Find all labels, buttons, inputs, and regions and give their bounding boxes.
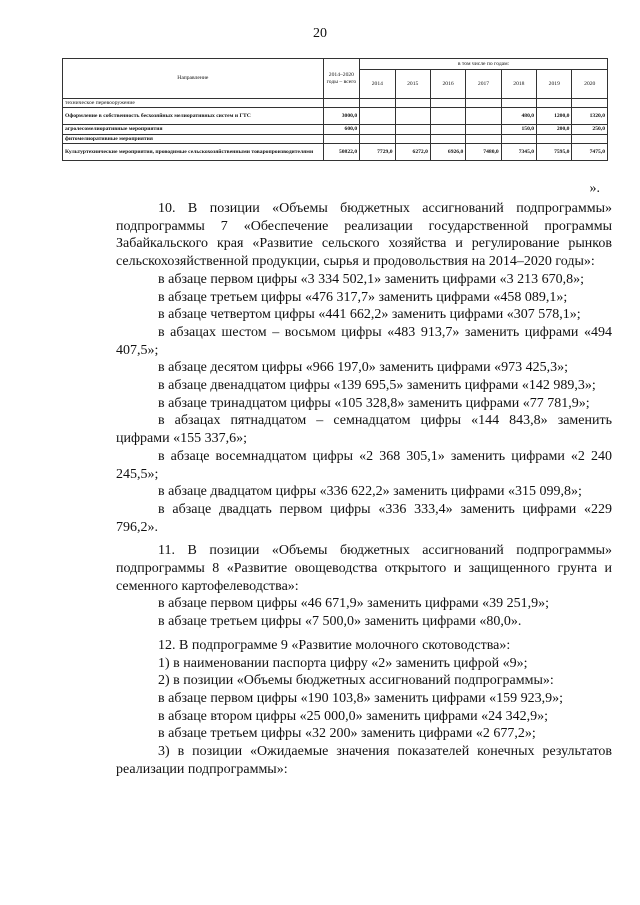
row-year-value xyxy=(466,134,501,143)
row-year-value xyxy=(360,134,395,143)
header-year: 2016 xyxy=(430,70,465,99)
header-year: 2019 xyxy=(537,70,572,99)
paragraph: в абзаце первом цифры «46 671,9» заменить цифрами «39 251,9»; xyxy=(158,596,549,612)
paragraph: в абзаце восемнадцатом цифры «2 368 305,1» заменить цифрами «2 240 245,5»; xyxy=(116,448,612,482)
table-row xyxy=(63,125,608,134)
row-year-value xyxy=(572,134,608,143)
row-total: 3000,0 xyxy=(323,108,359,125)
closing-quote: ». xyxy=(589,181,600,196)
funding-table xyxy=(62,58,608,161)
table-row xyxy=(63,99,608,108)
row-year-value xyxy=(466,108,501,125)
header-year: 2014 xyxy=(360,70,395,99)
paragraph: 2) в позиции «Объемы бюджетных ассигнований подпрограммы»: xyxy=(158,673,554,689)
paragraph: в абзаце четвертом цифры «441 662,2» заменить цифрами «307 578,1»; xyxy=(158,307,581,323)
row-year-value xyxy=(430,125,465,134)
page-number: 20 xyxy=(313,26,327,41)
row-year-value: 200,0 xyxy=(537,125,572,134)
paragraph: в абзаце первом цифры «190 103,8» заменить цифрами «159 923,9»; xyxy=(158,690,563,706)
paragraph: 11. В позиции «Объемы бюджетных ассигнований подпрограммы» подпрограммы 8 «Развитие овощеводства открытого и защищенного грунта и семенного картофелеводства»: xyxy=(116,543,612,594)
row-year-value xyxy=(501,134,536,143)
header-direction: Направление xyxy=(63,59,324,99)
row-year-value xyxy=(360,99,395,108)
table-row xyxy=(63,134,608,143)
row-year-value: 1320,0 xyxy=(572,108,608,125)
row-year-value: 7729,0 xyxy=(360,144,395,161)
paragraph: в абзацах пятнадцатом – семнадцатом цифры «144 843,8» заменить цифрами «155 337,6»; xyxy=(116,413,612,447)
row-year-value xyxy=(501,99,536,108)
paragraph: в абзаце двадцатом цифры «336 622,2» заменить цифрами «315 099,8»; xyxy=(158,484,582,500)
paragraph: в абзаце третьем цифры «7 500,0» заменить цифрами «80,0». xyxy=(158,614,522,630)
row-year-value: 7595,0 xyxy=(537,144,572,161)
row-total: 50822,0 xyxy=(323,144,359,161)
paragraph: 12. В подпрограмме 9 «Развитие молочного скотоводства»: xyxy=(158,637,511,653)
row-year-value: 150,0 xyxy=(501,125,536,134)
paragraph: в абзацах шестом – восьмом цифры «483 913,7» заменить цифрами «494 407,5»; xyxy=(116,324,612,358)
paragraph: в абзаце третьем цифры «32 200» заменить цифрами «2 677,2»; xyxy=(158,726,536,742)
row-year-value xyxy=(430,134,465,143)
paragraph: 1) в наименовании паспорта цифру «2» заменить цифрой «9»; xyxy=(158,655,528,671)
header-total: 2014–2020 годы – всего xyxy=(323,59,359,99)
paragraph: в абзаце втором цифры «25 000,0» заменить цифрами «24 342,9»; xyxy=(158,708,548,724)
row-total xyxy=(323,134,359,143)
row-year-value xyxy=(466,99,501,108)
paragraph: в абзаце двенадцатом цифры «139 695,5» заменить цифрами «142 989,3»; xyxy=(158,378,596,394)
row-direction: агролесомелиоративные мероприятия xyxy=(63,125,324,134)
paragraph: 10. В позиции «Объемы бюджетных ассигнований подпрограммы» подпрограммы 7 «Обеспечение реализации государственной программы Забайкальского края «Развитие сельского хозяйства и регулирование рынков сельскохозяйственной продукции, сырья и продовольствия на 2014–2020 годы»: xyxy=(116,201,612,270)
header-year: 2015 xyxy=(395,70,430,99)
row-year-value xyxy=(360,125,395,134)
row-year-value: 1200,0 xyxy=(537,108,572,125)
row-direction: Культуртехнические мероприятия, проводимые сельскохозяйственными товаропроизводителями xyxy=(63,144,324,161)
row-direction: техническое перевооружение xyxy=(63,99,324,108)
row-year-value xyxy=(572,99,608,108)
row-year-value xyxy=(430,108,465,125)
row-year-value xyxy=(537,134,572,143)
row-year-value xyxy=(466,125,501,134)
paragraph: в абзаце третьем цифры «476 317,7» заменить цифрами «458 089,1»; xyxy=(158,289,568,305)
row-year-value: 6272,0 xyxy=(395,144,430,161)
row-year-value xyxy=(395,125,430,134)
amendment-text xyxy=(116,200,612,779)
row-year-value xyxy=(430,99,465,108)
table-row xyxy=(63,108,608,125)
row-direction: фитомелиоративные мероприятия xyxy=(63,134,324,143)
paragraph: в абзаце десятом цифры «966 197,0» заменить цифрами «973 425,3»; xyxy=(158,360,569,376)
row-year-value xyxy=(395,99,430,108)
row-year-value xyxy=(395,134,430,143)
row-year-value xyxy=(360,108,395,125)
table-row xyxy=(63,144,608,161)
row-year-value: 7480,0 xyxy=(466,144,501,161)
row-total: 600,0 xyxy=(323,125,359,134)
row-total xyxy=(323,99,359,108)
header-by-years: в том числе по годам: xyxy=(360,59,608,70)
header-year: 2020 xyxy=(572,70,608,99)
row-year-value: 250,0 xyxy=(572,125,608,134)
header-year: 2017 xyxy=(466,70,501,99)
row-year-value xyxy=(395,108,430,125)
paragraph: 3) в позиции «Ожидаемые значения показателей конечных результатов реализации подпрограммы»: xyxy=(116,744,612,777)
paragraph: в абзаце двадцать первом цифры «336 333,4» заменить цифрами «229 796,2». xyxy=(116,501,612,535)
row-year-value: 7345,0 xyxy=(501,144,536,161)
header-year: 2018 xyxy=(501,70,536,99)
paragraph: в абзаце тринадцатом цифры «105 328,8» заменить цифрами «77 781,9»; xyxy=(158,395,590,411)
row-direction: Оформление в собственность бесхозяйных мелиоративных систем и ГТС xyxy=(63,108,324,125)
paragraph: в абзаце первом цифры «3 334 502,1» заменить цифрами «3 213 670,8»; xyxy=(158,271,584,287)
row-year-value: 7475,0 xyxy=(572,144,608,161)
row-year-value xyxy=(537,99,572,108)
row-year-value: 6926,0 xyxy=(430,144,465,161)
row-year-value: 480,0 xyxy=(501,108,536,125)
